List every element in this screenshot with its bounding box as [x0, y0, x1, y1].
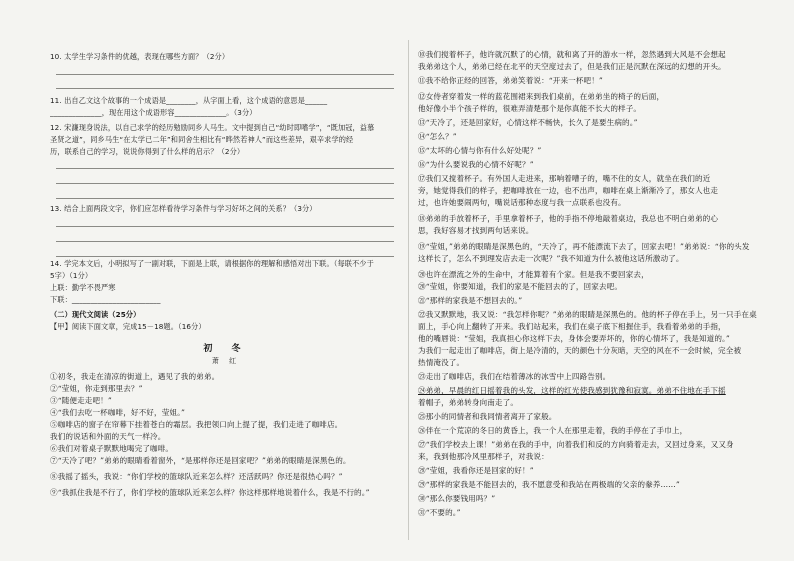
paragraph: ③“随便走走吧！”: [50, 396, 112, 405]
answer-line: [56, 241, 394, 242]
paragraph: ㉗“我们学校去上课！”弟弟在我的手中，向着我们和反的方向骑着走去，又回过身来，又又身: [418, 440, 734, 449]
paragraph: ⑭“怎么？”: [418, 132, 457, 141]
question-13: 13. 结合上面两段文字，你们应怎样看待学习条件与学习好坏之间的关系？（3分）: [50, 204, 317, 213]
paragraph: 我弟弟这个人，弟弟已经在北平的天空度过去了，但是我们正是沉默在深远的幻想的开头。: [418, 62, 726, 71]
paragraph: ⑯“为什么要说我的心情不好呢？”: [418, 160, 534, 169]
paragraph: ⑳“莹姐，你要知道，我们的家是不能回去的了，回家去吧。: [418, 282, 623, 291]
paragraph: 为我们一起走出了咖啡店，街上是冷清的，天的颜色十分灰暗，天空的风在不一会时候，完全被: [418, 346, 742, 355]
question-14-line1: 14. 学完本文后，小明拟写了一副对联，下面是上联，请根据你的理解和感悟对出下联。（每联不少于: [50, 259, 374, 268]
paragraph: 着帽子，弟弟转身向南走了。: [418, 398, 519, 407]
paragraph: ⑥我们对着桌子默默地喝完了咖啡。: [50, 444, 174, 453]
paragraph: ⑲“莹姐，”弟弟的眼睛是深黑色的，“天冷了，再不能漂流下去了，回家去吧！”弟弟说：“你的头发: [418, 242, 750, 251]
paragraph: ⑫女侍者穿着发一样的蓝花围裙来到我们桌前，在弟弟坐的椅子的后面，: [418, 92, 665, 101]
answer-line: [56, 168, 394, 169]
paragraph: ㉛“不要的。”: [418, 508, 461, 517]
paragraph: 我们的说话和外面的天气一样冷。: [50, 432, 166, 441]
paragraph: 热情淹没了。: [418, 358, 465, 367]
question-11-line2: ______________，现在用这个成语形容______________。（3分）: [50, 108, 257, 117]
paragraph: ⑬“天冷了，还是回家好，心情这样不畅快，长久了是要生病的。”: [418, 118, 638, 127]
question-12-line2: 圣贤之道”，同乡马生“在太学已二年”和同舍生相比有“晔然若神人”而这些差异，艰辛求学的经: [50, 135, 354, 144]
question-14-line2: 5字）（1分）: [50, 271, 93, 280]
couplet-upper: 上联：勤学不畏严寒: [50, 283, 116, 292]
right-column: [418, 0, 774, 561]
question-12-line3: 历，联系自己的学习，说说你得到了什么样的启示？（2分）: [50, 147, 245, 156]
paragraph: ②“莹姐，你走到那里去？”: [50, 384, 143, 393]
paragraph: ①初冬，我走在清凉的街道上，遇见了我的弟弟。: [50, 372, 220, 381]
paragraph: ㉚“那么你要钱用吗？”: [418, 494, 496, 503]
paragraph: ㉖伴在一个荒凉的冬日的黄昏上，我一个人在那里走着，我的手停在了手巾上，: [418, 426, 688, 435]
paragraph: ⑩我们搅着杯子，他许就沉默了的心情，就和离了开的游水一样，忽然遇到大风是不会想起: [418, 50, 726, 59]
paragraph: 面上，手心向上翻转了开来。我们站起来，我们在桌子底下相握住手，我看着弟弟的手指，: [418, 322, 726, 331]
paragraph: ⑪我不给你正经的回答，弟弟笑着说：“开来一杯吧！”: [418, 76, 603, 85]
paragraph: ⑨“我抓住我是不行了，你们学校的篮球队近来怎么样？你这样那样地说着什么，我是不行的。”: [50, 488, 370, 497]
paragraph: 思，我好容易才找到两句话来说。: [418, 226, 534, 235]
paragraph: ⑱弟弟的手放着杯子，手里拿着杯子，他的手指不停地敲着桌边，我总也不明白弟弟的心: [418, 214, 719, 223]
answer-line: [56, 88, 394, 89]
paragraph: ⑳也许在漂流之外的生命中，才能算着有个家。但是我不要回家去，: [418, 270, 649, 279]
answer-line: [56, 183, 394, 184]
paragraph: ㉓走出了咖啡店，我们在结着薄冰的冰雪中上四路告别。: [418, 372, 611, 381]
section-heading: （二）现代文阅读（25分）: [50, 310, 141, 319]
passage-title: 初 冬: [203, 344, 249, 354]
paragraph: ⑦“天冷了吧？”弟弟的眼睛看着窗外，“是那样你还是回家吧？”弟弟的眼睛是深黑色的。: [50, 456, 351, 465]
answer-line: [56, 74, 394, 75]
paragraph: ㉘“莹姐，我看你还是回家的好！”: [418, 466, 534, 475]
answer-line: [56, 226, 394, 227]
passage-instruction: 【甲】阅读下面文章，完成15－18题。（16分）: [50, 322, 206, 331]
left-column: [50, 0, 402, 561]
paragraph: ⑮“太坏的心情与你有什么好处呢？”: [418, 146, 542, 155]
paragraph: ㉙“那样的家我是不能回去的，我不愿意受和我站在两极端的父亲的豢养……”: [418, 480, 680, 489]
paragraph: 旁，她觉得我们的样子，把咖啡放在一边，也不出声，咖啡在桌上渐渐冷了，那女人也走: [418, 186, 719, 195]
paragraph: ⑰我们又搅着杯子。有外国人走进来，那响着嘈子的，嘴不住的女人，就坐在我们的近: [418, 174, 711, 183]
question-11-line1: 11. 出自乙文这个故事的一个成语是________，从字面上看，这个成语的意思是______: [50, 96, 328, 105]
paragraph: ⑤咖啡店的窗子在帘幕下挂着苍白的霜层。我把领口向上提了提，我们走进了咖啡店。: [50, 420, 343, 429]
column-divider: [408, 40, 409, 540]
question-12-line1: 12. 宋濂现身说法，以自己求学的经历勉励同乡人马生。文中提到自己“幼时即嗜学”，“既加冠，益慕: [50, 123, 375, 132]
paragraph: ㉑“那样的家我是不想回去的。”: [418, 296, 523, 305]
paragraph: ㉒我又默默地，我又说：“我怎样你呢？”弟弟的眼睛是深黑色的。他的杯子停在手上，另一只手在桌: [418, 310, 757, 319]
paragraph: 来，我到他那冷风里那样子，对我说：: [418, 452, 549, 461]
paragraph: ⑧我摇了摇头，我说：“你们学校的篮球队近来怎么样？还活跃吗？你还是很热心吗？”: [50, 472, 343, 481]
underlined-paragraph: ㉔弟弟，早晨的红日摇着我的头发，这样的红光使我感到犹豫和寂寞。弟弟不住地在手下摇: [418, 386, 726, 395]
paragraph: ㉕那小的同情者和我同情者离开了家般。: [418, 412, 557, 421]
paragraph: 过，也许她要闹两句，嘴说话那种态度与我一点联系也没有。: [418, 198, 626, 207]
answer-line: [56, 256, 394, 257]
paragraph: 他的嘴唇说：“莹姐，我真担心你这样下去，身体会要弄坏的，你的心情坏了，我是知道的。”: [418, 334, 730, 343]
answer-line: [56, 198, 394, 199]
question-10: 10. 太学生学习条件的优越，表现在哪些方面？（2分）: [50, 52, 230, 61]
paragraph: 他好像小半个孩子样的，很难弄清楚那个是你真能不长大的样子。: [418, 104, 642, 113]
paragraph: ④“我们去吃一杯咖啡，好不好，莹姐。”: [50, 408, 185, 417]
passage-author: 萧 红: [211, 357, 241, 365]
couplet-lower: 下联：________________________: [50, 295, 161, 304]
paragraph: 这样长了，怎么不到理发店去走一次呢？”我不知道为什么被他这话所激动了。: [418, 254, 684, 263]
